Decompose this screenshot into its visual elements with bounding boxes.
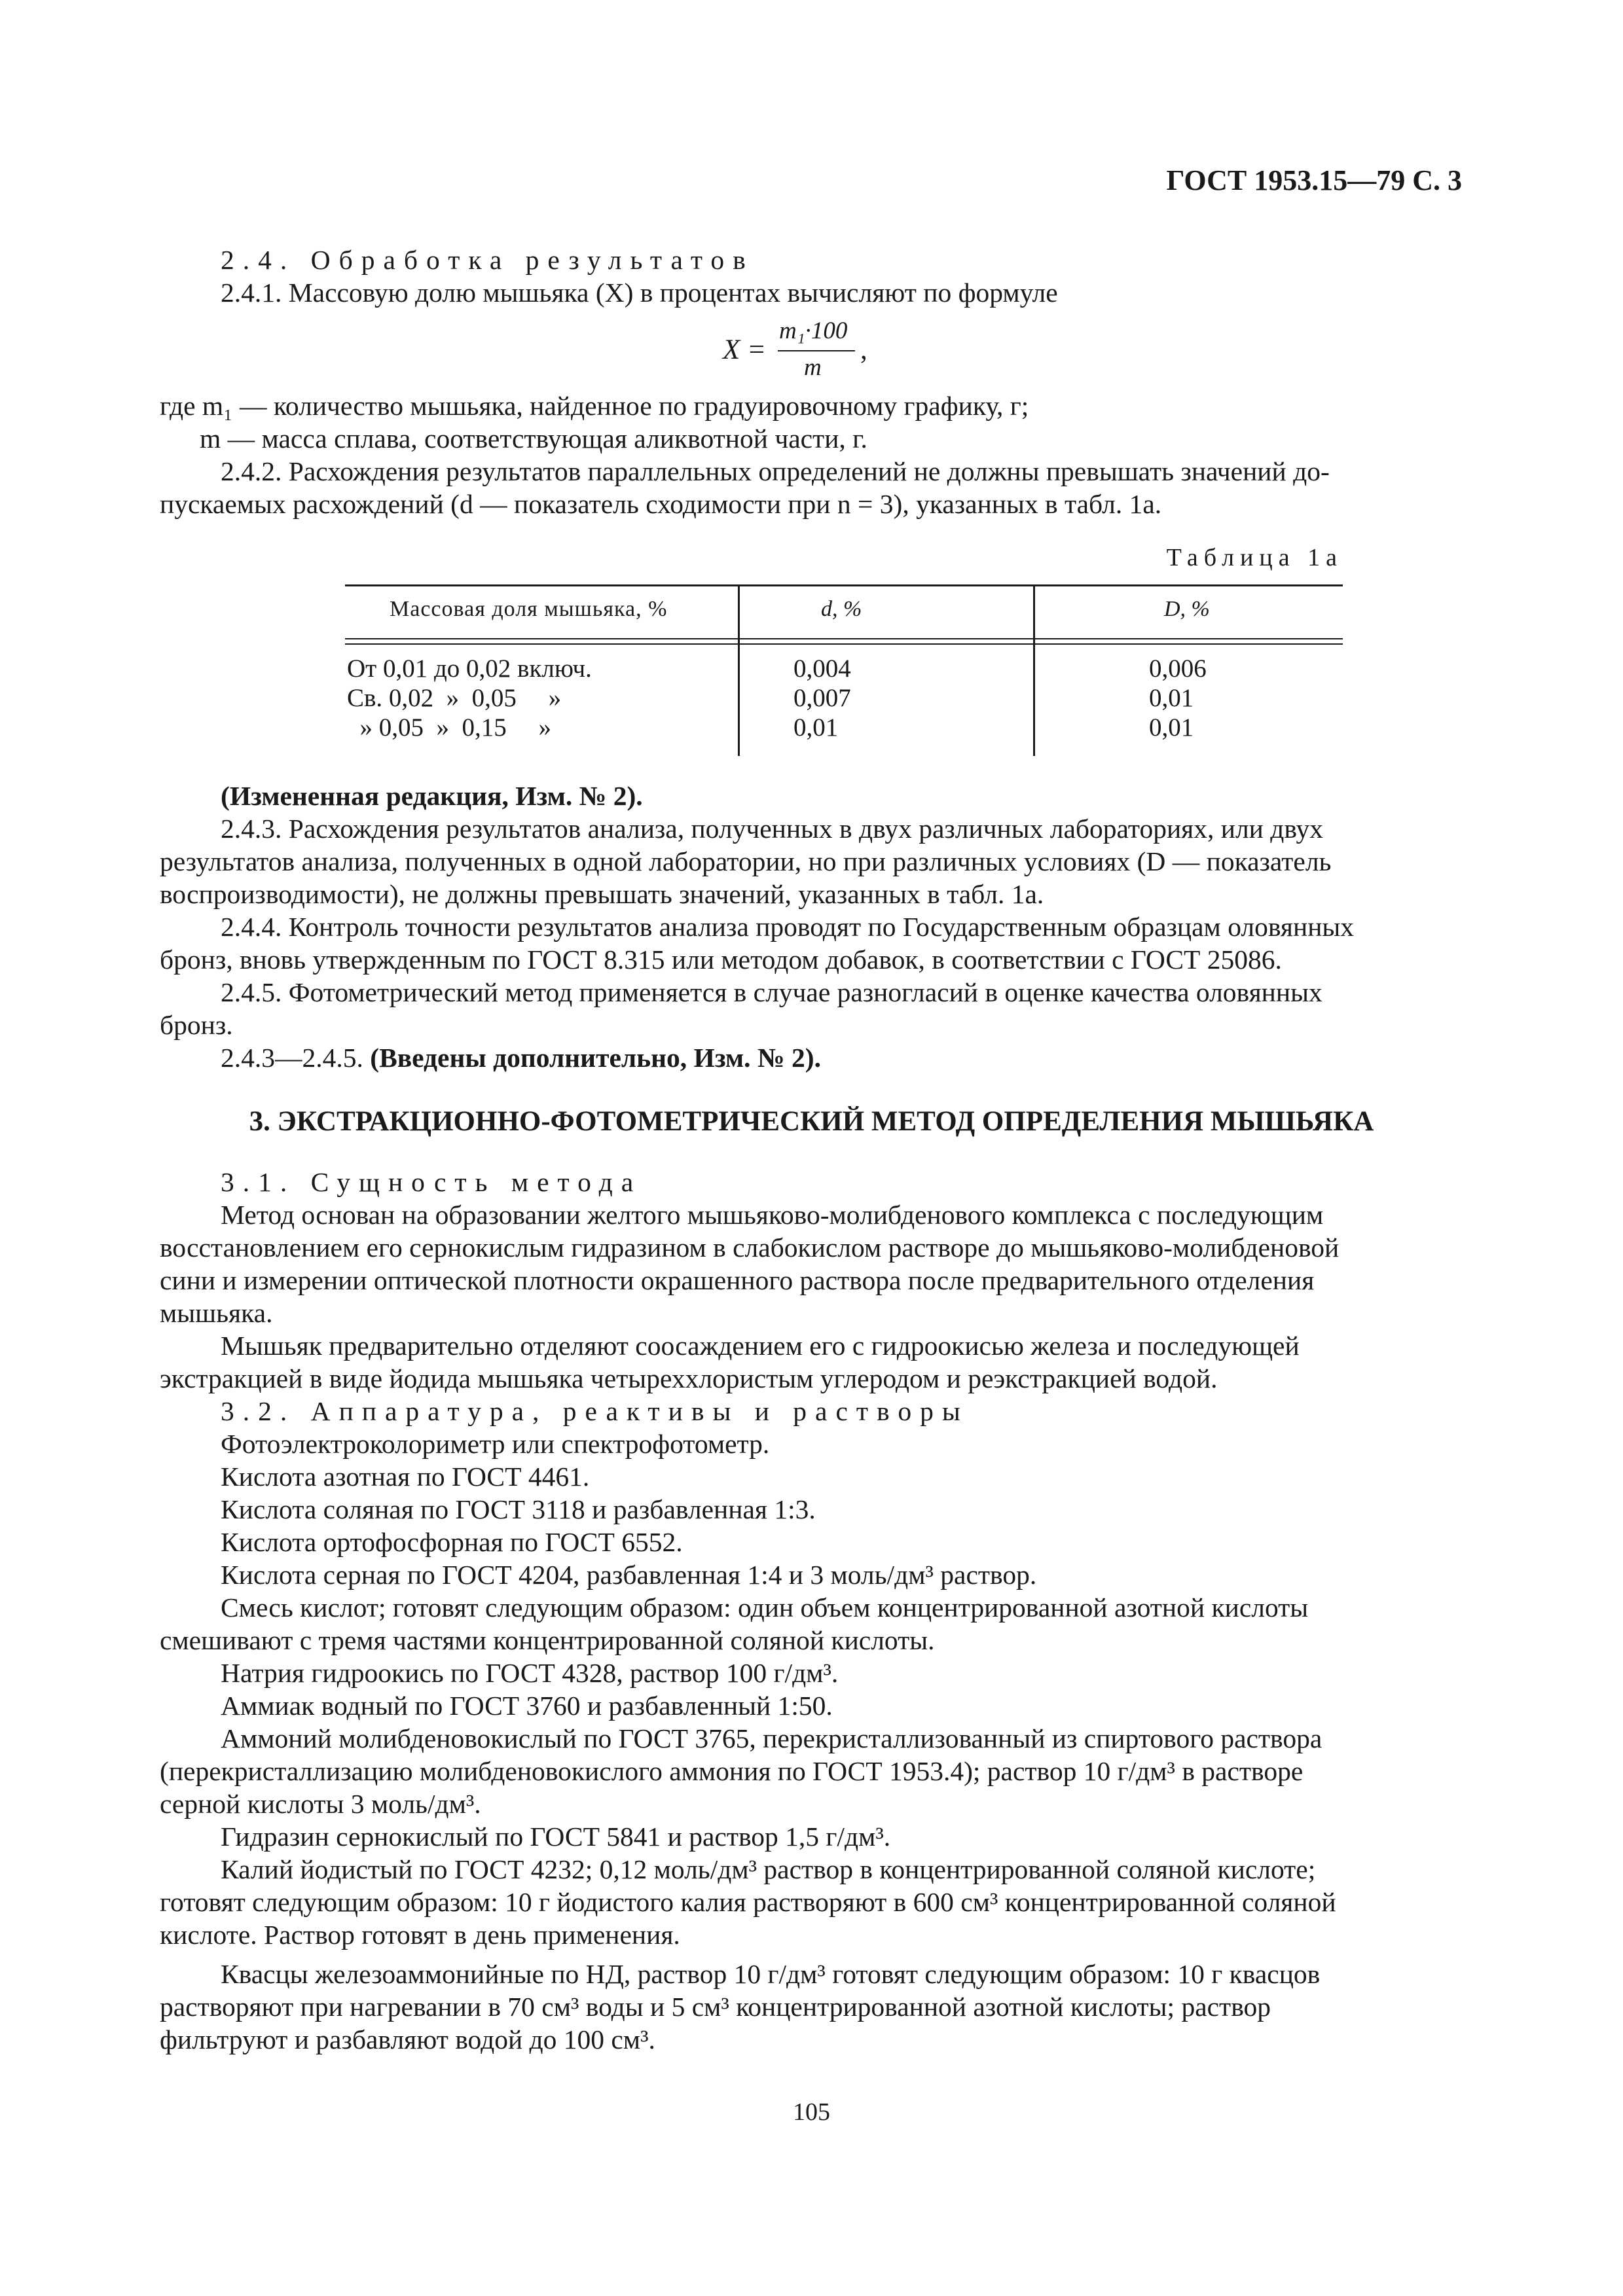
table-header-mass: Массовая доля мышьяка, % bbox=[390, 597, 668, 621]
where-m: m — масса сплава, соответствующая аликвотной части, г. bbox=[200, 423, 867, 454]
paragraph-3-1-a-line3: сини и измерении оптической плотности окрашенного раствора после предварительного отделения bbox=[160, 1265, 1315, 1295]
table-col-D: 0,006 0,01 0,01 bbox=[1149, 655, 1207, 742]
paragraph-2-4-4 bbox=[160, 910, 1475, 944]
reagent-2: Кислота азотная по ГОСТ 4461. bbox=[221, 1462, 590, 1492]
page-number: 105 bbox=[793, 2098, 830, 2126]
section-3-2-title: 3.2. Аппаратура, реактивы и растворы bbox=[221, 1396, 969, 1426]
reagent-8: Аммиак водный по ГОСТ 3760 и разбавленный 1:50. bbox=[221, 1691, 833, 1721]
table-header-rule-1 bbox=[345, 638, 1343, 639]
formula-comma: , bbox=[860, 334, 867, 365]
table-caption: Таблица 1а bbox=[1166, 544, 1343, 571]
introduced-note bbox=[221, 1041, 821, 1075]
paragraph-2-4-2-line2: пускаемых расхождений (d — показатель сходимости при n = 3), указанных в табл. 1а. bbox=[160, 489, 1162, 519]
section-3-1-title: 3.1. Сущность метода bbox=[221, 1167, 642, 1197]
reagent-9-l2 bbox=[160, 1754, 1475, 1788]
paragraph-3-1-a-line1: Метод основан на образовании желтого мышьяково-молибденового комплекса с последующим bbox=[221, 1200, 1324, 1230]
reagent-12-line1: Квасцы железоаммонийные по НД, раствор 10 г/дм³ готовят следующим образом: 10 г квасцов bbox=[221, 1959, 1321, 1989]
paragraph-3-1-a3 bbox=[160, 1263, 1475, 1297]
table-header-D: D, % bbox=[1164, 597, 1210, 621]
reagent-11 bbox=[160, 1852, 1475, 1886]
reagent-12-l2 bbox=[160, 1990, 1475, 2024]
reagent-9-line3: серной кислоты 3 моль/дм³. bbox=[160, 1789, 481, 1819]
reagent-11-line2: готовят следующим образом: 10 г йодистого калия растворяют в 600 см³ концентрированной соляной bbox=[160, 1887, 1336, 1917]
page-header: ГОСТ 1953.15—79 С. 3 bbox=[1166, 164, 1462, 196]
table-col-d: 0,004 0,007 0,01 bbox=[793, 655, 851, 742]
paragraph-2-4-3-line2: результатов анализа, полученных в одной лаборатории, но при различных условиях (D — показатель bbox=[160, 846, 1332, 876]
table-vline-1 bbox=[738, 584, 740, 756]
introduced-note-text: (Введены дополнительно, Изм. № 2). bbox=[370, 1043, 821, 1073]
paragraph-2-4-2-line1: 2.4.2. Расхождения результатов параллельных определений не должны превышать значений до- bbox=[221, 456, 1330, 486]
reagent-3: Кислота соляная по ГОСТ 3118 и разбавленная 1:3. bbox=[221, 1494, 816, 1524]
reagent-11-line1: Калий йодистый по ГОСТ 4232; 0,12 моль/дм³ раствор в концентрированной соляной кислоте; bbox=[221, 1854, 1316, 1884]
reagent-12 bbox=[160, 1957, 1475, 1991]
formula-lhs: X = bbox=[723, 334, 767, 365]
reagent-6 bbox=[160, 1590, 1475, 1624]
table-header-rule-2 bbox=[345, 643, 1343, 645]
paragraph-2-4-3-l2 bbox=[160, 844, 1475, 878]
paragraph-2-4-4-line1: 2.4.4. Контроль точности результатов анализа проводят по Государственным образцам оловянных bbox=[221, 912, 1355, 942]
reagent-9 bbox=[160, 1721, 1475, 1755]
paragraph-2-4-3-line3: воспроизводимости), не должны превышать значений, указанных в табл. 1а. bbox=[160, 879, 1044, 909]
paragraph-2-4-1: 2.4.1. Массовую долю мышьяка (X) в процентах вычисляют по формуле bbox=[221, 278, 1058, 308]
section-3-title: 3. ЭКСТРАКЦИОННО-ФОТОМЕТРИЧЕСКИЙ МЕТОД ОПРЕДЕЛЕНИЯ МЫШЬЯКА bbox=[249, 1106, 1374, 1137]
reagent-4: Кислота ортофосфорная по ГОСТ 6552. bbox=[221, 1527, 683, 1557]
changed-edition-note: (Измененная редакция, Изм. № 2). bbox=[221, 781, 643, 811]
section-2-4-title: 2.4. Обработка результатов bbox=[221, 245, 754, 275]
paragraph-3-1-b-line2: экстракцией в виде йодида мышьяка четыреххлористым углеродом и реэкстракцией водой. bbox=[160, 1363, 1218, 1393]
reagent-1: Фотоэлектроколориметр или спектрофотометр. bbox=[221, 1429, 770, 1459]
table-top-rule bbox=[345, 584, 1343, 586]
paragraph-3-1-a-line2: восстановлением его сернокислым гидразином в слабокислом растворе до мышьяково-молибденовой bbox=[160, 1232, 1340, 1263]
table-vline-2 bbox=[1033, 584, 1035, 756]
reagent-6-line1: Смесь кислот; готовят следующим образом: один объем концентрированной азотной кислоты bbox=[221, 1592, 1309, 1623]
table-col-mass: От 0,01 до 0,02 включ. Св. 0,02 » 0,05 » » 0,05 » 0,15 » bbox=[347, 655, 592, 742]
where-m1: где m₁ — количество мышьяка, найденное по градуировочному графику, г; bbox=[160, 391, 1029, 421]
reagent-6-line2: смешивают с тремя частями концентрированной соляной кислоты. bbox=[160, 1625, 935, 1655]
paragraph-2-4-5-line2: бронз. bbox=[160, 1010, 233, 1040]
paragraph-2-4-5-line1: 2.4.5. Фотометрический метод применяется в случае разногласий в оценке качества оловянных bbox=[221, 977, 1322, 1007]
paragraph-3-1-a-line4: мышьяка. bbox=[160, 1298, 273, 1328]
reagent-9-line1: Аммоний молибденовокислый по ГОСТ 3765, перекристаллизованный из спиртового раствора bbox=[221, 1723, 1322, 1753]
reagent-12-line2: растворяют при нагревании в 70 см³ воды и 5 см³ концентрированной азотной кислоты; раствор bbox=[160, 1992, 1271, 2022]
formula-numerator: m₁·100 bbox=[779, 317, 848, 344]
table-header-d: d, % bbox=[821, 597, 862, 621]
paragraph-2-4-4-line2: бронз, вновь утвержденным по ГОСТ 8.315 или методом добавок, в соответствии с ГОСТ 25086. bbox=[160, 944, 1282, 975]
reagent-12-line3: фильтруют и разбавляют водой до 100 см³. bbox=[160, 2024, 655, 2054]
reagent-5: Кислота серная по ГОСТ 4204, разбавленная 1:4 и 3 моль/дм³ раствор. bbox=[221, 1560, 1037, 1590]
paragraph-3-1-a1 bbox=[160, 1198, 1475, 1232]
introduced-note-number: 2.4.3—2.4.5. bbox=[221, 1043, 363, 1073]
paragraph-3-1-b-line1: Мышьяк предварительно отделяют соосаждением его с гидроокисью железа и последующей bbox=[221, 1331, 1300, 1361]
reagent-11-l2 bbox=[160, 1885, 1475, 1919]
paragraph-2-4-5 bbox=[160, 975, 1475, 1009]
reagent-11-line3: кислоте. Раствор готовят в день применения. bbox=[160, 1920, 680, 1950]
fraction-line bbox=[778, 350, 855, 351]
paragraph-2-4-2 bbox=[160, 454, 1475, 488]
paragraph-3-1-b1 bbox=[160, 1329, 1475, 1363]
paragraph-2-4-3 bbox=[160, 812, 1475, 846]
reagent-10: Гидразин сернокислый по ГОСТ 5841 и раствор 1,5 г/дм³. bbox=[221, 1821, 891, 1852]
paragraph-3-1-a2 bbox=[160, 1230, 1475, 1265]
paragraph-2-4-3-line1: 2.4.3. Расхождения результатов анализа, полученных в двух различных лабораториях, или двух bbox=[221, 814, 1324, 844]
formula-denominator: m bbox=[804, 354, 822, 381]
reagent-7: Натрия гидроокись по ГОСТ 4328, раствор 100 г/дм³. bbox=[221, 1658, 839, 1688]
reagent-9-line2: (перекристаллизацию молибденовокислого аммония по ГОСТ 1953.4); раствор 10 г/дм³ в растворе bbox=[160, 1756, 1304, 1786]
